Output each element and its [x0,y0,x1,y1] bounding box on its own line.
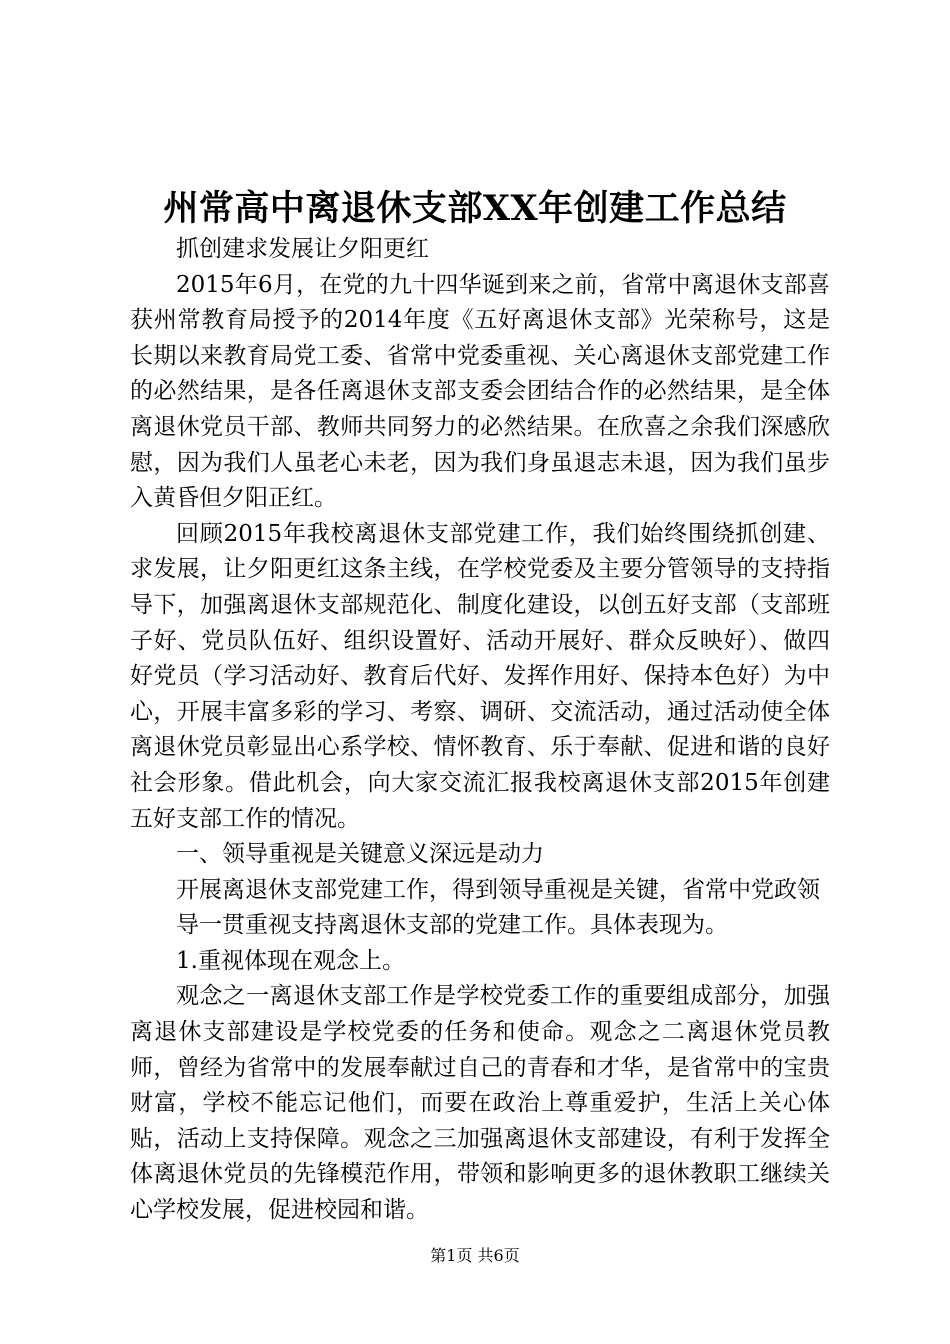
document-title: 州常高中离退休支部XX年创建工作总结 [163,188,787,229]
body-paragraph: 开展离退休支部党建工作，得到领导重视是关键，省常中党政领 [176,876,820,903]
subsection-heading: 1.重视体现在观念上。 [176,947,405,974]
document-body [130,232,830,1229]
page-footer: 第1页 共6页 [430,1246,520,1265]
section-heading: 一、领导重视是关键意义深远是动力 [176,841,544,868]
body-paragraph: 2015年6月，在党的九十四华诞到来之前，省常中离退休支部喜获州常教育局授予的2014年度《五好离退休支部》光荣称号，这是长期以来教育局党工委、省常中党委重视、关心离退休支部党建工作的必然结果，是各任离退休支部支委会团结合作的必然结果，是全体离退休党员干部、教师共同努力的必然结果。在欣喜之余我们深感欣慰，因为我们人虽老心未老，因为我们身虽退志未退，因为我们虽步入黄昏但夕阳正红。 [130,271,830,512]
body-paragraph: 回顾2015年我校离退休支部党建工作，我们始终围绕抓创建、求发展，让夕阳更红这条主线，在学校党委及主要分管领导的支持指导下，加强离退休支部规范化、制度化建设，以创五好支部（支部班子好、党员队伍好、组织设置好、活动开展好、群众反映好）、做四好党员（学习活动好、教育后代好、发挥作用好、保持本色好）为中心，开展丰富多彩的学习、考察、调研、交流活动，通过活动使全体离退休党员彰显出心系学校、情怀教育、乐于奉献、促进和谐的良好社会形象。借此机会，向大家交流汇报我校离退休支部2015年创建五好支部工作的情况。 [130,520,830,832]
subtitle-paragraph: 抓创建求发展让夕阳更红 [176,236,429,262]
body-paragraph: 导一贯重视支持离退休支部的党建工作。具体表现为。 [176,912,728,939]
body-paragraph: 观念之一离退休支部工作是学校党委工作的重要组成部分，加强离退休支部建设是学校党委的任务和使命。观念之二离退休党员教师，曾经为省常中的发展奉献过自己的青春和才华，是省常中的宝贵财富，学校不能忘记他们，而要在政治上尊重爱护，生活上关心体贴，活动上支持保障。观念之三加强离退休支部建设，有利于发挥全体离退休党员的先锋模范作用，带领和影响更多的退休教职工继续关心学校发展，促进校园和谐。 [130,983,830,1224]
